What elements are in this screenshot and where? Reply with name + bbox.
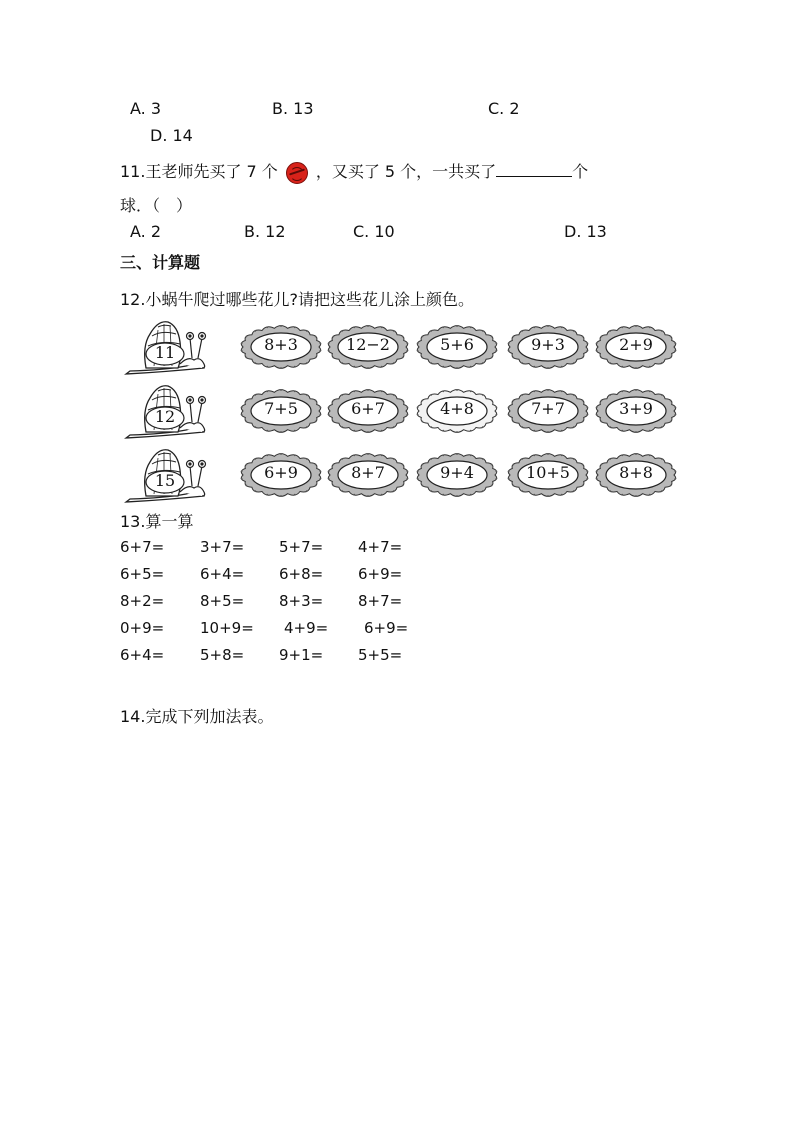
flower-2-5[interactable] xyxy=(593,386,679,436)
calc-item: 4+9= xyxy=(284,619,329,637)
flower-1-4[interactable] xyxy=(505,322,591,372)
snail-number: 11 xyxy=(154,343,176,362)
q11-option-c: C. 10 xyxy=(353,222,395,241)
calc-item: 6+7= xyxy=(120,538,165,556)
snail-number: 15 xyxy=(154,471,176,490)
q10-option-b: B. 13 xyxy=(272,99,314,118)
calc-item: 5+7= xyxy=(279,538,324,556)
flower-expression: 7+5 xyxy=(264,399,298,418)
section-title: 三、计算题 xyxy=(120,253,201,272)
calc-item: 10+9= xyxy=(200,619,254,637)
calc-item: 8+5= xyxy=(200,592,245,610)
q13-title: 13.算一算 xyxy=(120,512,194,531)
q11-question xyxy=(120,159,588,184)
flower-expression: 12−2 xyxy=(346,335,390,354)
calc-item: 6+4= xyxy=(200,565,245,583)
q10-option-d: D. 14 xyxy=(150,126,193,145)
q10-option-c: C. 2 xyxy=(488,99,520,118)
q11-option-a: A. 2 xyxy=(130,222,162,241)
calc-item: 8+7= xyxy=(358,592,403,610)
calc-item: 0+9= xyxy=(120,619,165,637)
flower-expression: 10+5 xyxy=(526,463,570,482)
calc-item: 6+8= xyxy=(279,565,324,583)
flower-3-5[interactable] xyxy=(593,450,679,500)
flower-expression: 9+4 xyxy=(440,463,474,482)
flower-2-1[interactable] xyxy=(238,386,324,436)
flower-2-2[interactable] xyxy=(325,386,411,436)
flower-expression: 5+6 xyxy=(440,335,474,354)
flower-expression: 4+8 xyxy=(440,399,474,418)
q11-text-before: 11.王老师先买了 7 个 xyxy=(120,162,278,181)
q11-answer-blank xyxy=(496,162,572,177)
q11-text-end: 个 xyxy=(572,162,589,181)
calc-item: 6+5= xyxy=(120,565,165,583)
calc-item: 5+5= xyxy=(358,646,403,664)
q14-title: 14.完成下列加法表。 xyxy=(120,707,274,726)
calc-item: 6+4= xyxy=(120,646,165,664)
calc-item: 8+2= xyxy=(120,592,165,610)
flower-expression: 8+7 xyxy=(351,463,385,482)
q11-option-d: D. 13 xyxy=(564,222,607,241)
flower-1-2[interactable] xyxy=(325,322,411,372)
q11-text-after: ，又买了 5 个，一共买了 xyxy=(315,162,497,181)
snail-2 xyxy=(124,380,214,442)
flower-3-4[interactable] xyxy=(505,450,591,500)
flower-3-1[interactable] xyxy=(238,450,324,500)
snail-3 xyxy=(124,444,214,506)
flower-expression: 8+8 xyxy=(619,463,653,482)
flower-expression: 3+9 xyxy=(619,399,653,418)
flower-2-3[interactable] xyxy=(414,386,500,436)
flower-expression: 9+3 xyxy=(531,335,565,354)
q11-option-b: B. 12 xyxy=(244,222,286,241)
flower-3-2[interactable] xyxy=(325,450,411,500)
calc-item: 6+9= xyxy=(364,619,409,637)
flower-expression: 6+7 xyxy=(351,399,385,418)
flower-1-3[interactable] xyxy=(414,322,500,372)
flower-expression: 7+7 xyxy=(531,399,565,418)
flower-expression: 2+9 xyxy=(619,335,653,354)
flower-2-4[interactable] xyxy=(505,386,591,436)
q10-option-a: A. 3 xyxy=(130,99,162,118)
calc-item: 5+8= xyxy=(200,646,245,664)
calc-item: 6+9= xyxy=(358,565,403,583)
snail-number: 12 xyxy=(154,407,176,426)
q11-text-line2: 球．（ ） xyxy=(120,196,193,215)
snail-1 xyxy=(124,316,214,378)
calc-item: 4+7= xyxy=(358,538,403,556)
basketball-icon xyxy=(286,162,308,184)
flower-1-1[interactable] xyxy=(238,322,324,372)
flower-expression: 8+3 xyxy=(264,335,298,354)
flower-3-3[interactable] xyxy=(414,450,500,500)
flower-expression: 6+9 xyxy=(264,463,298,482)
calc-item: 3+7= xyxy=(200,538,245,556)
q12-prompt: 12.小蜗牛爬过哪些花儿?请把这些花儿涂上颜色。 xyxy=(120,290,474,309)
flower-1-5[interactable] xyxy=(593,322,679,372)
calc-item: 9+1= xyxy=(279,646,324,664)
calc-item: 8+3= xyxy=(279,592,324,610)
